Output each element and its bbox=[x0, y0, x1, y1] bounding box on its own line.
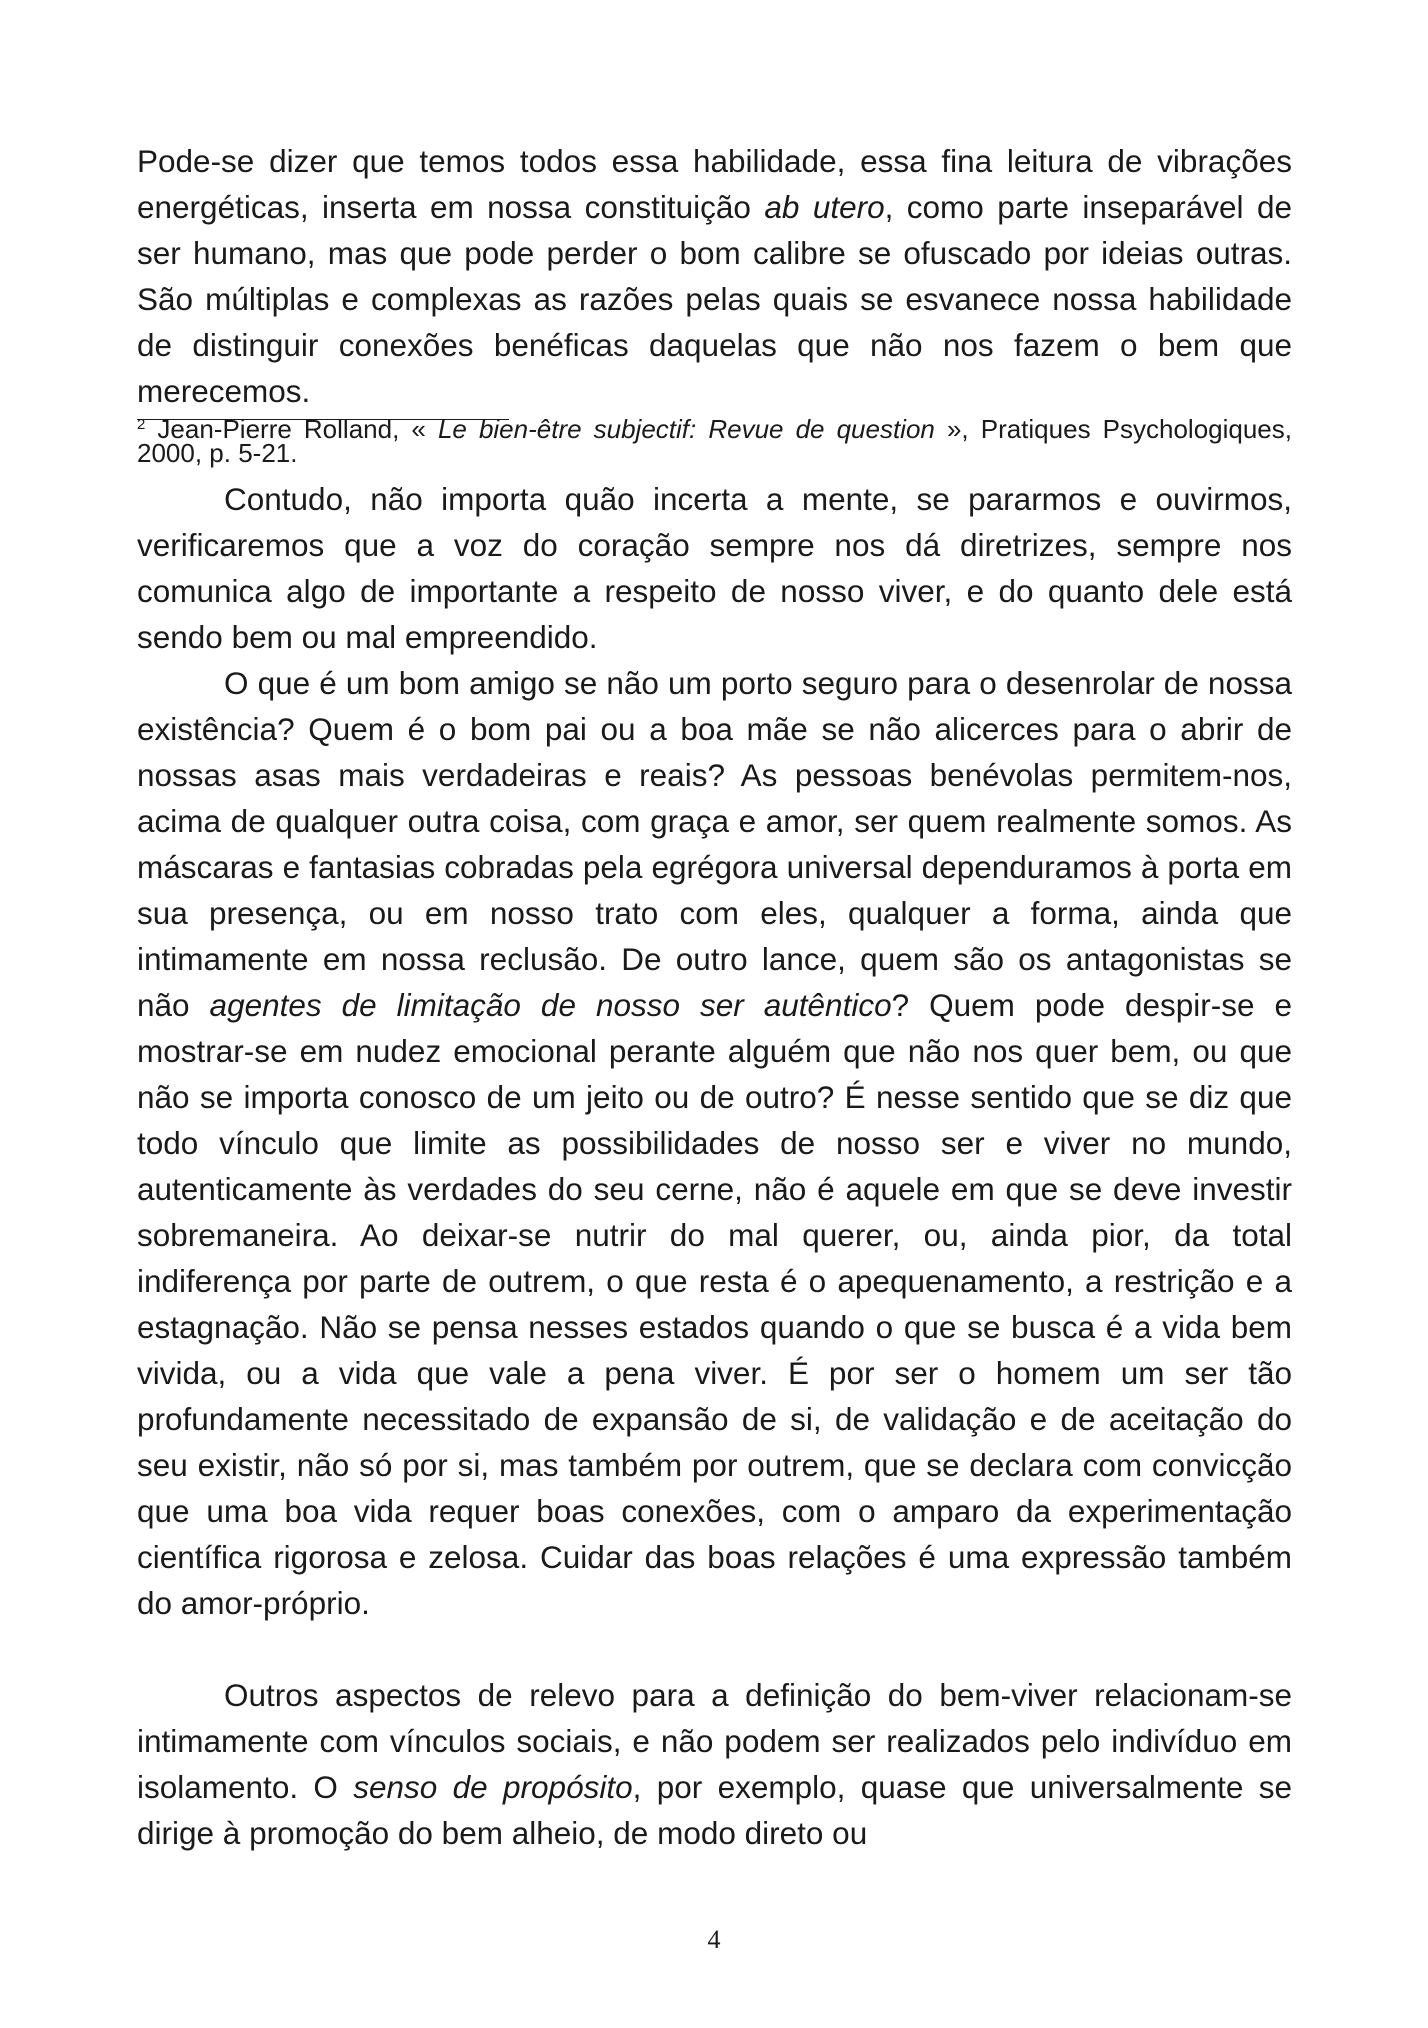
paragraph-4 bbox=[137, 1672, 1292, 1856]
paragraph-2 bbox=[137, 476, 1292, 660]
paragraph-3-text-a: O que é um bom amigo se não um porto seguro para o desenrolar de nossa existência? Quem é o bom pai ou a boa mãe se não alicerces para o abrir de nossas asas mais verdadeiras e reais? As pessoas benévolas permitem-nos, acima de qualquer outra coisa, com graça e amor, ser quem realmente somos. As máscaras e fantasias cobradas pela egrégora universal dependuramos à porta em sua presença, ou em nosso trato com eles, qualquer a forma, ainda que intimamente em nossa reclusão. De outro lance, quem são os antagonistas se não bbox=[137, 665, 1292, 1023]
footnote-marker: 2 bbox=[137, 416, 146, 433]
paragraph-3-text-b: ? Quem pode despir-se e mostrar-se em nudez emocional perante alguém que não nos quer bem, ou que não se importa conosco de um jeito ou de outro? É nesse sentido que se diz que todo vínculo que limite as possibilidades de nosso ser e viver no mundo, autenticamente às verdades do seu cerne, não é aquele em que se deve investir sobremaneira. Ao deixar-se nutrir do mal querer, ou, ainda pior, da total indiferença por parte de outrem, o que resta é o apequenamento, a restrição e a estagnação. Não se pensa nesses estados quando o que se busca é a vida bem vivida, ou a vida que vale a pena viver. É por ser o homem um ser tão profundamente necessitado de expansão de si, de validação e de aceitação do seu existir, não só por si, mas também por outrem, que se declara com convicção que uma boa vida requer boas conexões, com o amparo da experimentação científica rigorosa e zelosa. Cuidar das boas relações é uma expressão também do amor-próprio. bbox=[137, 987, 1293, 1621]
footnote bbox=[137, 414, 1292, 468]
paragraph-1 bbox=[137, 138, 1292, 414]
paragraph-1-italic-ab-utero: ab utero bbox=[764, 189, 885, 225]
paragraph-3-italic-agentes: agentes de limitação de nosso ser autêntico bbox=[209, 987, 892, 1023]
paragraph-4-text-b: , por exemplo, quase que universalmente se dirige à promoção do bem alheio, de modo direto ou bbox=[137, 1769, 1292, 1851]
page-number: 4 bbox=[707, 1925, 721, 1954]
paragraph-2-text: Contudo, não importa quão incerta a mente, se pararmos e ouvirmos, verificaremos que a voz do coração sempre nos dá diretrizes, sempre nos comunica algo de importante a respeito de nosso viver, e do quanto dele está sendo bem ou mal empreendido. bbox=[137, 481, 1292, 655]
footnote-italic-title: Le bien-être subjectif: Revue de question bbox=[437, 414, 935, 444]
paragraph-1-text-a: Pode-se dizer que temos todos essa habilidade, essa fina leitura de vibrações energéticas, inserta em nossa constituição bbox=[137, 143, 1292, 225]
paragraph-4-text-a: Outros aspectos de relevo para a definição do bem-viver relacionam-se intimamente com vínculos sociais, e não podem ser realizados pelo indivíduo em isolamento. O bbox=[137, 1677, 1292, 1805]
paragraph-1-text-b: , como parte inseparável de ser humano, mas que pode perder o bom calibre se ofuscado por ideias outras. São múltiplas e complexas as razões pelas quais se esvanece nossa habilidade de distinguir conexões benéficas daquelas que não nos fazem o bem que merecemos. bbox=[137, 189, 1292, 409]
footnote-text-b: », Pratiques Psychologiques, 2000, p. 5-21. bbox=[137, 414, 1292, 468]
paragraph-3 bbox=[137, 660, 1292, 1626]
paragraph-4-italic-senso: senso de propósito bbox=[353, 1769, 633, 1805]
footnote-text-a: Jean-Pierre Rolland, « bbox=[145, 414, 438, 444]
